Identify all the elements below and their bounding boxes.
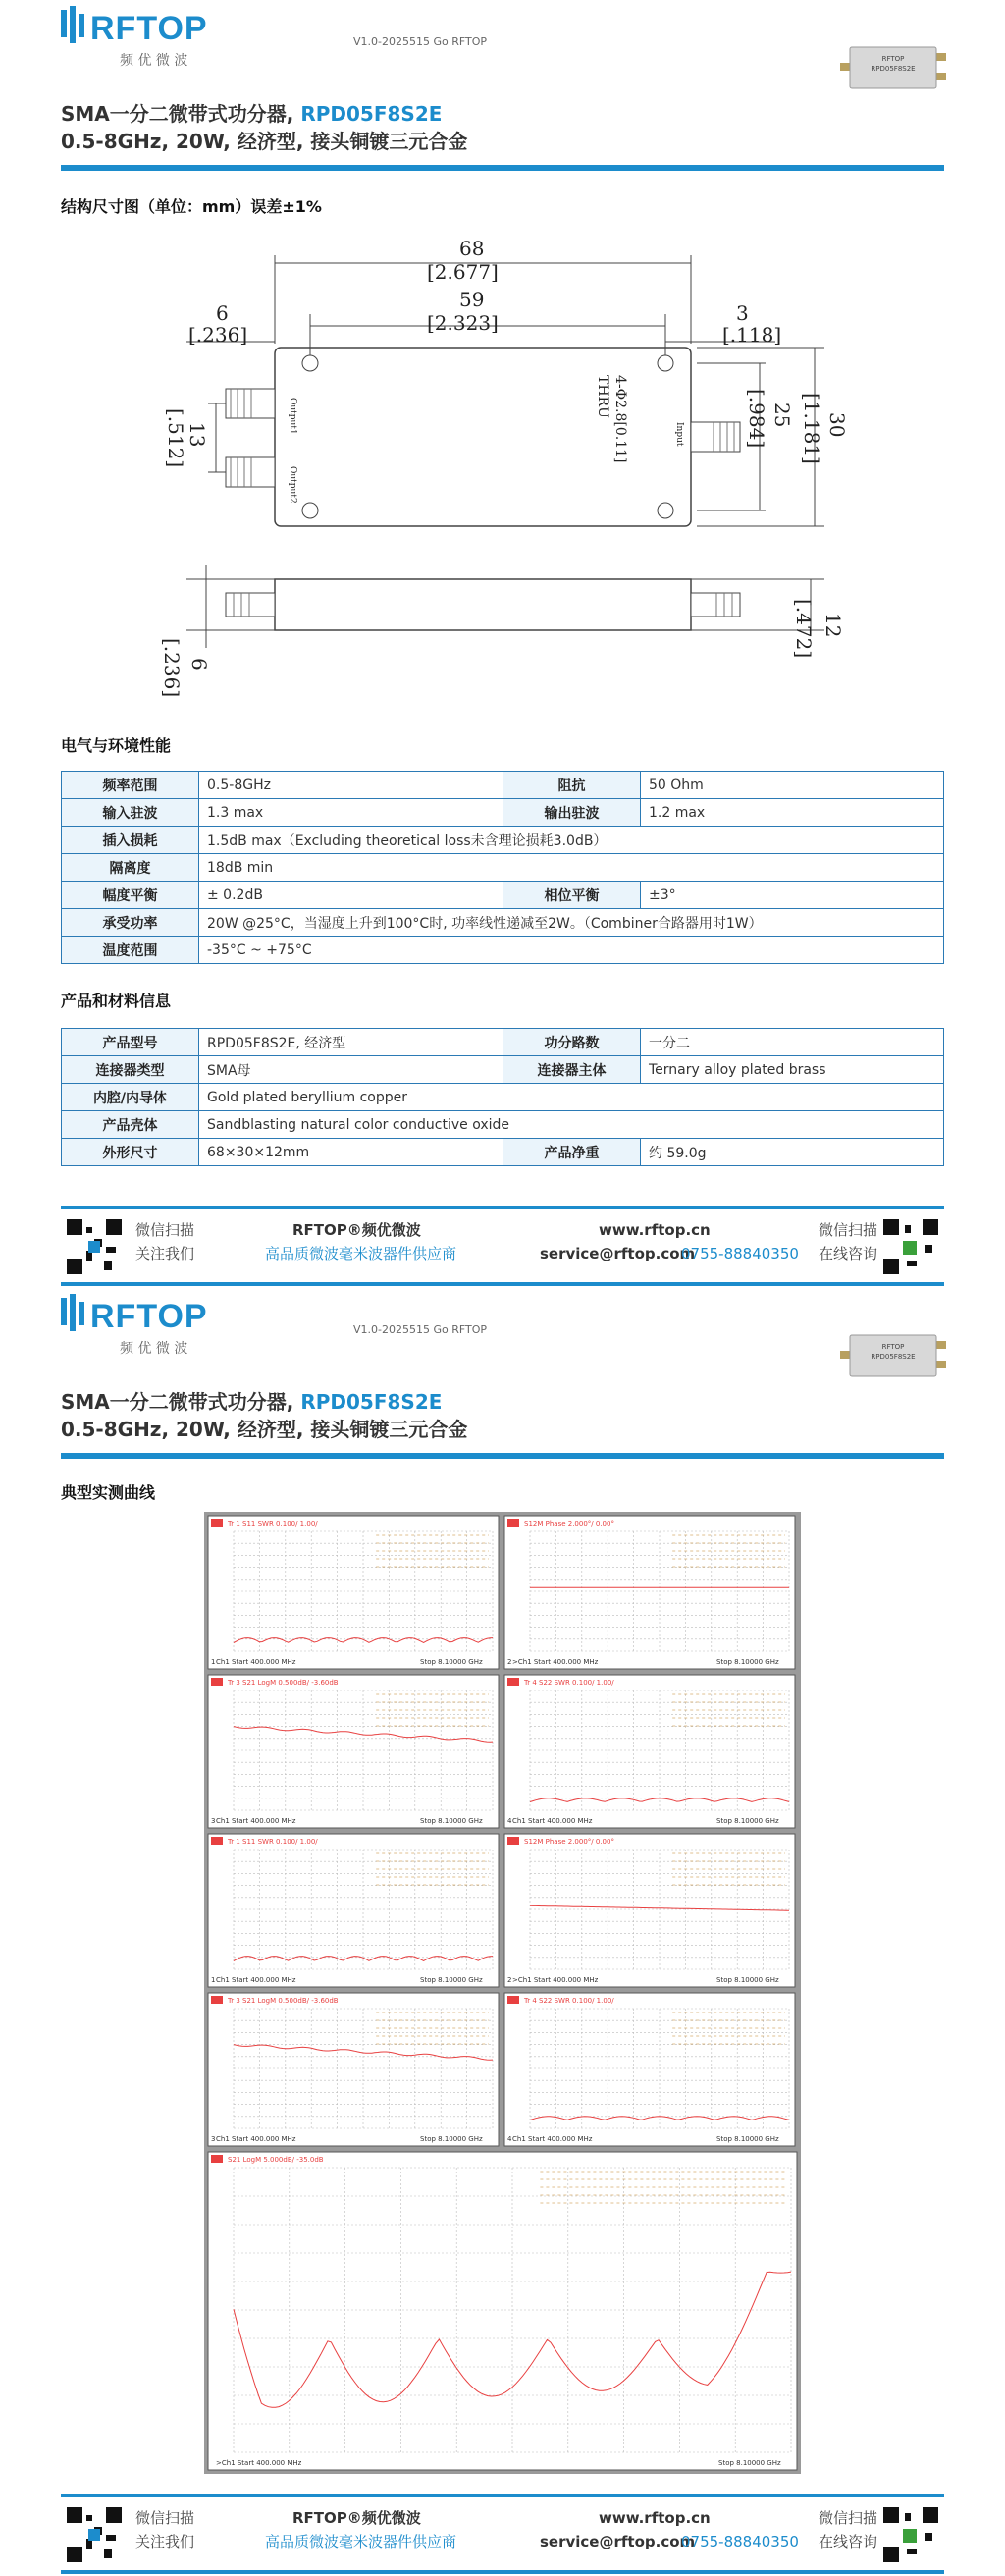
table-row: 插入损耗 1.5dB max（Excluding theoretical loss未含理论损耗3.0dB） [62, 827, 944, 854]
section-dimensions: 结构尺寸图（单位：mm）误差±1% [61, 197, 322, 216]
dim-6-in: [.236] [188, 323, 248, 347]
dim-68: 68 [459, 237, 485, 260]
plot-start: Ch1 Start 400.000 MHz [216, 1658, 296, 1666]
product-photo [834, 1327, 952, 1386]
plot-start: >Ch1 Start 400.000 MHz [216, 2459, 302, 2467]
output2-label: Output2 [288, 466, 297, 504]
dim-3-in: [.118] [722, 323, 782, 347]
plot-title: Tr 4 S22 SWR 0.100/ 1.00/ [524, 1679, 614, 1687]
vna-plot-panel [504, 1675, 795, 1828]
footer-follow: 关注我们 [135, 1245, 195, 1262]
plot-title: Tr 4 S22 SWR 0.100/ 1.00/ [524, 1997, 614, 2005]
footer [61, 1206, 944, 1288]
svg-text:1: 1 [211, 1976, 216, 1984]
section-electrical: 电气与环境性能 [61, 736, 172, 755]
plot-stop: Stop 8.10000 GHz [716, 1658, 779, 1666]
footer-phone: 0755-88840350 [681, 1245, 799, 1262]
brand-cn-text: 频 优 微 波 [120, 53, 188, 69]
plot-start: Ch1 Start 400.000 MHz [512, 1817, 593, 1825]
svg-text:RFTOP: RFTOP [881, 55, 905, 63]
header-rule [61, 165, 944, 171]
vna-plot-panel [504, 1834, 795, 1987]
datasheet-page-2 [0, 1288, 1005, 2576]
svg-text:RPD05F8S2E: RPD05F8S2E [871, 1353, 916, 1361]
table-row: 内腔/内导体 Gold plated beryllium copper [62, 1084, 944, 1111]
version-label: V1.0-2025515 Go RFTOP [353, 1323, 488, 1336]
plot-title: S12M Phase 2.000°/ 0.00° [524, 1520, 614, 1528]
dim-12: 12 [821, 613, 845, 638]
plot-stop: Stop 8.10000 GHz [716, 2135, 779, 2143]
footer-slogan: 高品质微波毫米波器件供应商 [265, 2533, 457, 2550]
electrical-table [61, 771, 944, 964]
plot-title: Tr 1 S11 SWR 0.100/ 1.00/ [228, 1520, 318, 1528]
dim-25: 25 [770, 402, 794, 428]
vna-plot-panel [208, 1516, 499, 1669]
dim-25-in: [.984] [745, 389, 768, 449]
vna-plot-panel [208, 1675, 499, 1828]
wechat-qr-icon [65, 2505, 124, 2564]
table-row: 温度范围 -35°C ~ +75°C [62, 937, 944, 964]
table-row: 连接器类型 SMA母 连接器主体 Ternary alloy plated brass [62, 1056, 944, 1084]
table-row: 幅度平衡 ± 0.2dB 相位平衡 ±3° [62, 882, 944, 909]
brand-cn-text: 频 优 微 波 [120, 1341, 188, 1357]
footer-website[interactable]: www.rftop.cn [599, 2509, 711, 2527]
plot-title: S12M Phase 2.000°/ 0.00° [524, 1838, 614, 1846]
section-curves: 典型实测曲线 [61, 1483, 156, 1502]
plot-start: Ch1 Start 400.000 MHz [216, 1976, 296, 1984]
svg-text:3: 3 [211, 2135, 216, 2143]
rftop-logo [61, 1292, 267, 1361]
svg-text:4: 4 [507, 1817, 512, 1825]
output1-label: Output1 [288, 398, 297, 435]
footer-consult: 在线咨询 [819, 1245, 878, 1262]
plot-start: Ch1 Start 400.000 MHz [216, 1817, 296, 1825]
dim-59: 59 [459, 288, 485, 311]
footer-wechat-scan: 微信扫描 [135, 1221, 195, 1239]
plot-start: Ch1 Start 400.000 MHz [512, 2135, 593, 2143]
footer-wechat-scan-2: 微信扫描 [819, 2509, 878, 2527]
plot-stop: Stop 8.10000 GHz [420, 1658, 483, 1666]
footer-website[interactable]: www.rftop.cn [599, 1221, 711, 1239]
footer-consult: 在线咨询 [819, 2533, 878, 2550]
dim-30-in: [1.181] [800, 393, 823, 464]
footer-email[interactable]: service@rftop.com [540, 2533, 696, 2550]
plot-title: S21 LogM 5.000dB/ -35.0dB [228, 2156, 324, 2164]
footer-follow: 关注我们 [135, 2533, 195, 2550]
vna-plot-panel [208, 1834, 499, 1987]
product-title: SMA一分二微带式功分器, RPD05F8S2E [61, 102, 443, 126]
table-row: 产品壳体 Sandblasting natural color conductive oxide [62, 1111, 944, 1139]
footer-phone: 0755-88840350 [681, 2533, 799, 2550]
table-row: 产品型号 RPD05F8S2E, 经济型 功分路数 一分二 [62, 1029, 944, 1056]
table-row: 外形尺寸 68×30×12mm 产品净重 约 59.0g [62, 1139, 944, 1166]
footer-brand: RFTOP®频优微波 [292, 2509, 421, 2527]
rftop-logo [61, 4, 267, 73]
brand-text: RFTOP [90, 1298, 208, 1335]
part-number: RPD05F8S2E [300, 102, 443, 126]
plot-stop: Stop 8.10000 GHz [420, 1976, 483, 1984]
thru-note: THRU [595, 375, 610, 418]
dim-13-in: [.512] [164, 408, 187, 468]
measurement-plots [204, 1512, 801, 2474]
footer-wechat-scan-2: 微信扫描 [819, 1221, 878, 1239]
table-row: 输入驻波 1.3 max 输出驻波 1.2 max [62, 799, 944, 827]
vna-plot-panel [208, 1993, 499, 2146]
footer [61, 2494, 944, 2576]
dim-30: 30 [825, 412, 849, 438]
svg-text:3: 3 [211, 1817, 216, 1825]
wechat-qr-icon [65, 1217, 124, 1276]
footer-email[interactable]: service@rftop.com [540, 1245, 696, 1262]
plot-title: Tr 1 S11 SWR 0.100/ 1.00/ [228, 1838, 318, 1846]
plot-stop: Stop 8.10000 GHz [716, 1976, 779, 1984]
consult-qr-icon [881, 1217, 940, 1276]
plot-start: >Ch1 Start 400.000 MHz [512, 1976, 599, 1984]
section-materials: 产品和材料信息 [61, 992, 172, 1010]
part-number: RPD05F8S2E [300, 1390, 443, 1414]
svg-text:4: 4 [507, 2135, 512, 2143]
hole-note: 4-Φ2.8[0.11] [612, 375, 628, 463]
vna-plot-panel [504, 1516, 795, 1669]
table-row: 隔离度 18dB min [62, 854, 944, 882]
plot-stop: Stop 8.10000 GHz [420, 1817, 483, 1825]
plot-start: >Ch1 Start 400.000 MHz [512, 1658, 599, 1666]
svg-text:1: 1 [211, 1658, 216, 1666]
dim-12-in: [.472] [792, 599, 816, 659]
product-title: SMA一分二微带式功分器, RPD05F8S2E [61, 1390, 443, 1414]
dimension-drawing [147, 236, 854, 697]
dim-13: 13 [185, 422, 209, 448]
svg-text:RFTOP: RFTOP [881, 1343, 905, 1351]
svg-text:RPD05F8S2E: RPD05F8S2E [871, 65, 916, 73]
plot-start: Ch1 Start 400.000 MHz [216, 2135, 296, 2143]
product-subtitle: 0.5-8GHz, 20W, 经济型, 接头铜镀三元合金 [61, 1418, 468, 1441]
consult-qr-icon [881, 2505, 940, 2564]
vna-plot-panel [504, 1993, 795, 2146]
plot-stop: Stop 8.10000 GHz [718, 2459, 781, 2467]
plot-title: Tr 3 S21 LogM 0.500dB/ -3.60dB [228, 1997, 339, 2005]
table-row: 承受功率 20W @25°C，当湿度上升到100°C时, 功率线性递减至2W。（Combiner合路器用时1W） [62, 909, 944, 937]
product-subtitle: 0.5-8GHz, 20W, 经济型, 接头铜镀三元合金 [61, 130, 468, 153]
dim-6b: 6 [187, 658, 211, 671]
plot-title: Tr 3 S21 LogM 0.500dB/ -3.60dB [228, 1679, 339, 1687]
plot-stop: Stop 8.10000 GHz [420, 2135, 483, 2143]
materials-table [61, 1028, 944, 1166]
plot-stop: Stop 8.10000 GHz [716, 1817, 779, 1825]
dim-3: 3 [736, 301, 749, 325]
brand-text: RFTOP [90, 10, 208, 47]
product-photo [834, 39, 952, 98]
footer-slogan: 高品质微波毫米波器件供应商 [265, 1245, 457, 1262]
dim-59-in: [2.323] [427, 311, 499, 335]
version-label: V1.0-2025515 Go RFTOP [353, 35, 488, 48]
dim-6: 6 [216, 301, 229, 325]
dim-6b-in: [.236] [160, 638, 184, 697]
svg-text:2: 2 [507, 1658, 512, 1666]
footer-brand: RFTOP®频优微波 [292, 1221, 421, 1239]
vna-plot-panel [208, 2152, 797, 2470]
header-rule [61, 1453, 944, 1459]
dim-68-in: [2.677] [427, 260, 499, 284]
footer-wechat-scan: 微信扫描 [135, 2509, 195, 2527]
table-row: 频率范围 0.5-8GHz 阻抗 50 Ohm [62, 772, 944, 799]
input-label: Input [674, 422, 684, 447]
svg-text:2: 2 [507, 1976, 512, 1984]
